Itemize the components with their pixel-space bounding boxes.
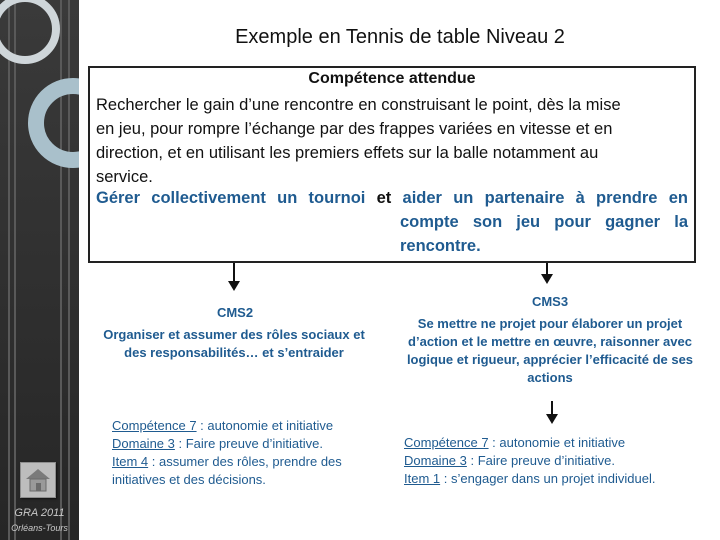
cms2-domain-label: Domaine 3 [112,436,175,451]
cms3-label: CMS3 [531,294,569,309]
collective-connector: et [376,189,392,207]
arrow-head-cms2 [228,281,240,291]
decorative-ring [0,0,60,64]
cms3-domain-label: Domaine 3 [404,453,467,468]
collective-line-1 [96,189,688,208]
cms3-item-text: : s’engager dans un projet individuel. [440,471,656,486]
sidebar-stripe [8,0,10,540]
cms3-comp-text: : autonomie et initiative [488,435,626,450]
decorative-ring [28,78,79,168]
cms3-comp-label: Compétence 7 [404,435,489,450]
cms2-item-label: Item 4 [112,454,149,469]
arrow-cms3-comp [551,401,553,415]
sidebar-stripe [14,0,16,540]
cms2-item-text: : assumer des rôles, prendre des initiatives et des décisions. [112,454,342,487]
paragraph-line: service. [96,168,153,186]
cms2-description: Organiser et assumer des rôles sociaux et des responsabilités… et s’entraider [103,327,365,360]
cms3-item-label: Item 1 [404,471,441,486]
cms3-description: Se mettre ne projet pour élaborer un projet d’action et le mettre en œuvre, raisonner avec logique et rigueur, apprécier l’efficacité de ses actions [406,316,694,385]
cms3-competences [404,434,704,488]
collective-line-2: compte son jeu pour gagner la [400,213,688,231]
collective-part1: Gérer collectivement un tournoi [96,189,366,207]
sidebar [0,0,79,540]
collective-part2: aider un partenaire à prendre en [402,189,688,207]
home-icon[interactable] [20,462,56,498]
cms2-competences [112,417,360,489]
location-label: Orléans-Tours [11,523,68,533]
cms3-domain-text: : Faire preuve d’initiative. [466,453,615,468]
competence-paragraph [96,93,692,189]
brand-label: GRA 2011 [14,507,65,519]
paragraph-line: en jeu, pour rompre l’échange par des frappes variées en vitesse et en [96,120,613,138]
cms2-label: CMS2 [216,305,254,320]
competence-heading: Compétence attendue [308,70,476,87]
cms2-comp-label: Compétence 7 [112,418,197,433]
cms2-comp-text: : autonomie et initiative [196,418,334,433]
paragraph-line: direction, et en utilisant les premiers effets sur la balle notamment au [96,144,599,162]
cms2-domain-text: : Faire preuve d’initiative. [174,436,323,451]
paragraph-line: Rechercher le gain d’une rencontre en construisant le point, dès la mise [96,96,621,114]
collective-line-3: rencontre. [400,237,481,255]
arrow-cms2 [233,263,235,282]
arrow-head-cms3 [541,274,553,284]
slide-title: Exemple en Tennis de table Niveau 2 [235,26,565,48]
arrow-head-cms3-comp [546,414,558,424]
